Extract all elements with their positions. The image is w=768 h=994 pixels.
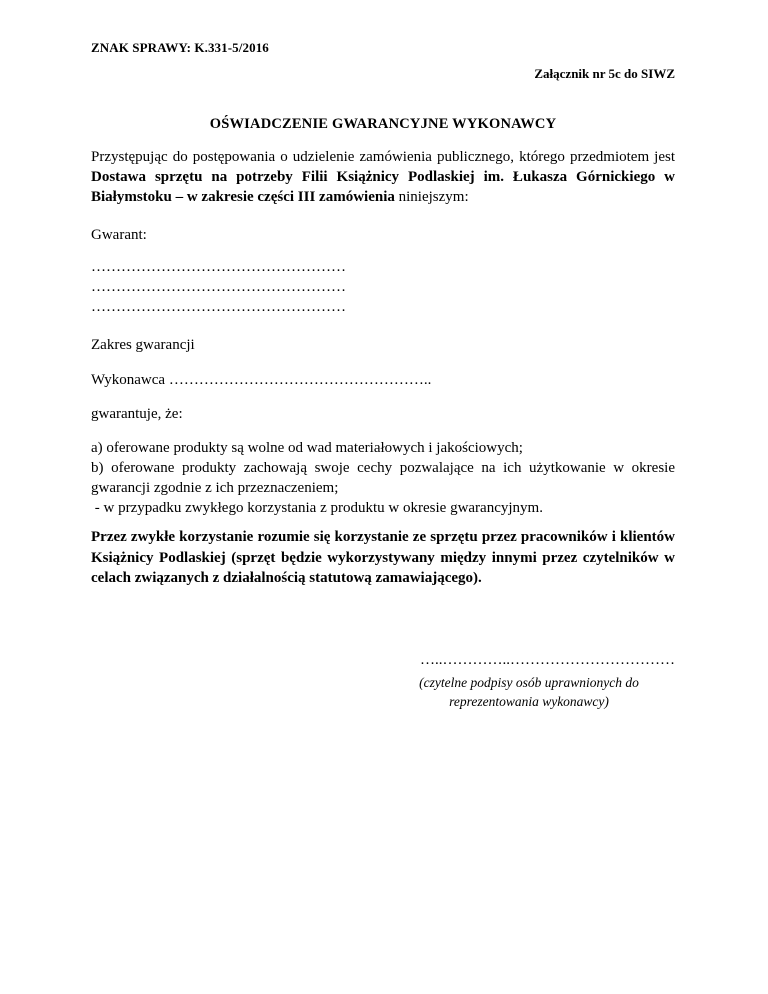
intro-paragraph <box>91 147 675 207</box>
intro-subject: Dostawa sprzętu na potrzeby Filii Książnicy Podlaskiej im. Łukasza Górnickiego w Białymstoku – w zakresie części III zamówienia <box>91 169 675 205</box>
guarantor-fields <box>91 257 346 317</box>
list-item: b) oferowane produkty zachowają swoje cechy pozwalające na ich użytkowanie w okresie <box>91 460 675 476</box>
guarantor-field-line: …………………………………………… <box>91 299 346 315</box>
document-page <box>91 0 675 994</box>
contractor-line: Wykonawca …………………………………………….. <box>91 372 432 388</box>
guarantees-label: gwarantuje, że: <box>91 406 183 422</box>
guarantee-items <box>91 438 675 518</box>
list-item: a) oferowane produkty są wolne od wad materiałowych i jakościowych; <box>91 440 523 456</box>
signature-caption-line: (czytelne podpisy osób uprawnionych do <box>419 675 639 690</box>
guarantor-field-line: …………………………………………… <box>91 279 346 295</box>
guarantor-field-line: …………………………………………… <box>91 259 346 275</box>
signature-caption <box>409 673 649 711</box>
signature-line: …..…………..…………………………… <box>420 652 675 668</box>
list-item: gwarancji zgodnie z ich przeznaczeniem; <box>91 480 339 496</box>
case-sign: ZNAK SPRAWY: K.331-5/2016 <box>91 40 269 55</box>
document-title: OŚWIADCZENIE GWARANCYJNE WYKONAWCY <box>209 116 557 132</box>
intro-text-2: niniejszym: <box>394 189 469 205</box>
list-item: - w przypadku zwykłego korzystania z produktu w okresie gwarancyjnym. <box>91 500 543 516</box>
scope-label: Zakres gwarancji <box>91 337 195 353</box>
annex-label: Załącznik nr 5c do SIWZ <box>534 66 675 81</box>
signature-caption-line: reprezentowania wykonawcy) <box>449 694 609 709</box>
intro-text-1: Przystępując do postępowania o udzielenie zamówienia publicznego, którego przedmiotem jest <box>91 149 675 165</box>
usage-definition: Przez zwykłe korzystanie rozumie się korzystanie ze sprzętu przez pracowników i klientów Książnicy Podlaskiej (sprzęt będzie wykorzystywany między innymi przez czytelników w celach związanych z działalnością statutową zamawiającego). <box>91 529 675 586</box>
guarantor-label: Gwarant: <box>91 227 147 243</box>
